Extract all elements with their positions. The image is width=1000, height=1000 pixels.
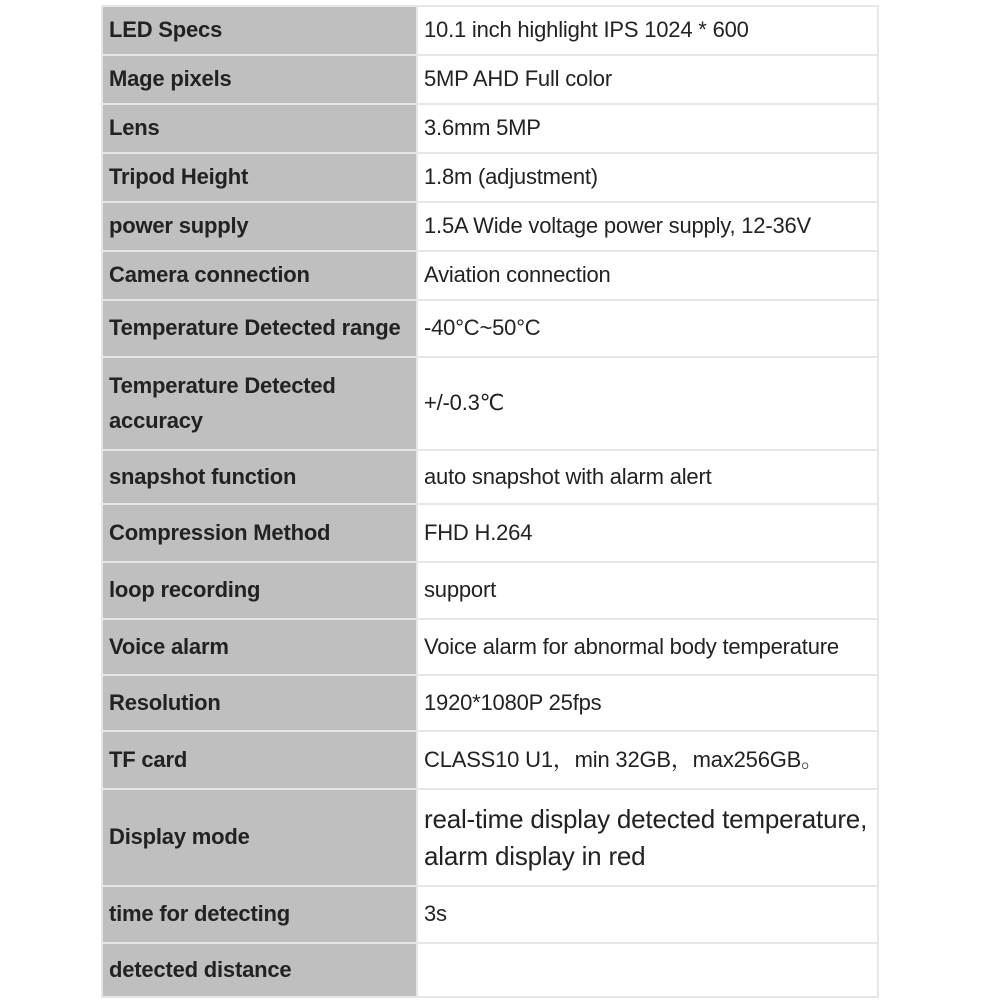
table-row — [102, 619, 878, 675]
spec-label: Tripod Height — [102, 153, 417, 202]
table-row — [102, 6, 878, 55]
spec-label: power supply — [102, 202, 417, 251]
spec-value: real-time display detected temperature, alarm display in red — [417, 789, 878, 886]
spec-label: loop recording — [102, 562, 417, 619]
table-row — [102, 55, 878, 104]
spec-label: Temperature Detected range — [102, 300, 417, 357]
spec-value: support — [417, 562, 878, 619]
spec-label: Mage pixels — [102, 55, 417, 104]
spec-value: +/-0.3℃ — [417, 357, 878, 450]
spec-label: detected distance — [102, 943, 417, 997]
table-row — [102, 562, 878, 619]
spec-value: 3s — [417, 886, 878, 943]
spec-label: Voice alarm — [102, 619, 417, 675]
spec-label: snapshot function — [102, 450, 417, 504]
spec-label: Temperature Detected accuracy — [102, 357, 417, 450]
spec-label: Lens — [102, 104, 417, 153]
spec-value: FHD H.264 — [417, 504, 878, 562]
spec-value: 1.5A Wide voltage power supply, 12-36V — [417, 202, 878, 251]
spec-label: Display mode — [102, 789, 417, 886]
spec-value: -40°C~50°C — [417, 300, 878, 357]
spec-table — [101, 5, 879, 998]
spec-value: CLASS10 U1，min 32GB，max256GB。 — [417, 731, 878, 789]
table-row — [102, 300, 878, 357]
table-row — [102, 251, 878, 300]
table-row — [102, 675, 878, 731]
spec-label: Camera connection — [102, 251, 417, 300]
spec-label: LED Specs — [102, 6, 417, 55]
table-row — [102, 153, 878, 202]
table-row — [102, 886, 878, 943]
table-row — [102, 357, 878, 450]
spec-value: 10.1 inch highlight IPS 1024 * 600 — [417, 6, 878, 55]
table-row — [102, 450, 878, 504]
spec-value: 1920*1080P 25fps — [417, 675, 878, 731]
table-row — [102, 202, 878, 251]
spec-label: Resolution — [102, 675, 417, 731]
spec-label: TF card — [102, 731, 417, 789]
spec-label: time for detecting — [102, 886, 417, 943]
table-row — [102, 943, 878, 997]
spec-label: Compression Method — [102, 504, 417, 562]
table-row — [102, 731, 878, 789]
spec-value: 1.8m (adjustment) — [417, 153, 878, 202]
spec-value: 5MP AHD Full color — [417, 55, 878, 104]
table-row — [102, 504, 878, 562]
table-row — [102, 789, 878, 886]
table-row — [102, 104, 878, 153]
spec-value: Voice alarm for abnormal body temperature — [417, 619, 878, 675]
spec-value: Aviation connection — [417, 251, 878, 300]
spec-value — [417, 943, 878, 997]
spec-value: 3.6mm 5MP — [417, 104, 878, 153]
spec-value: auto snapshot with alarm alert — [417, 450, 878, 504]
